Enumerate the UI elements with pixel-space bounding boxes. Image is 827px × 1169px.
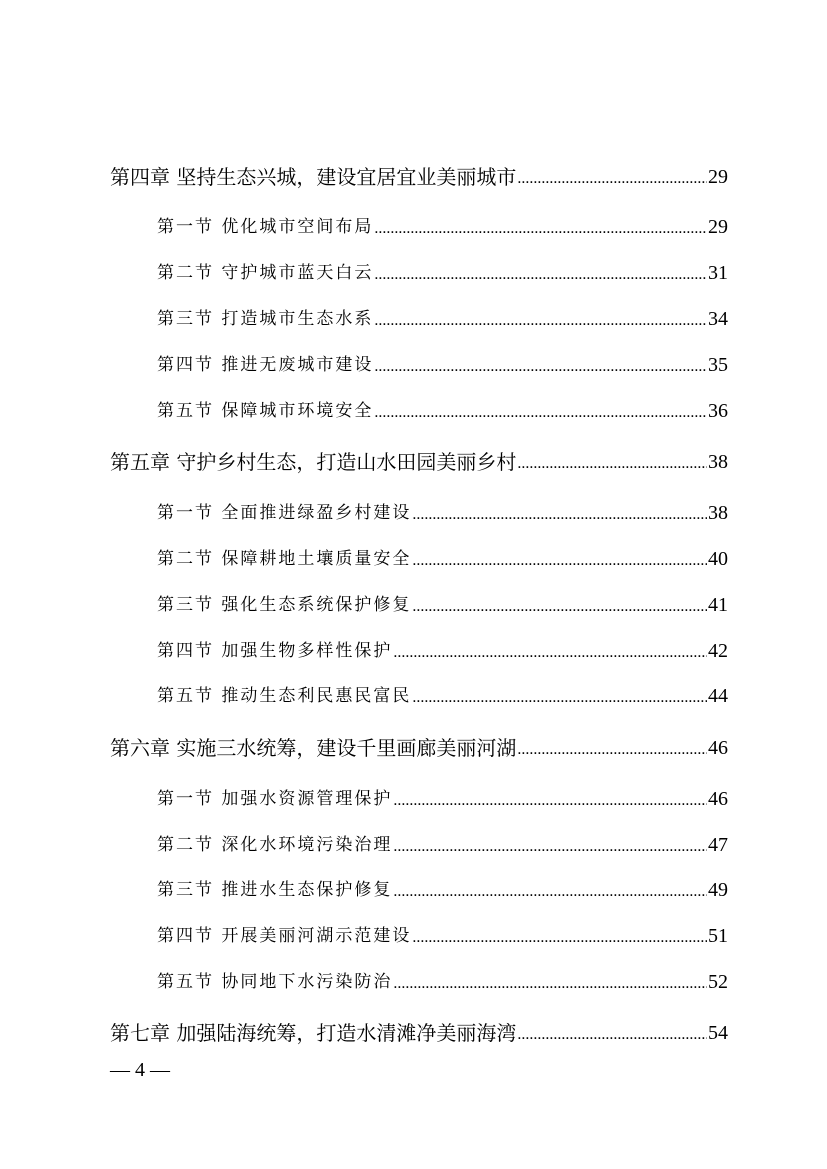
toc-entry-section[interactable] xyxy=(157,828,728,858)
toc-entry-section[interactable] xyxy=(157,302,728,332)
toc-entry-section[interactable] xyxy=(157,873,728,903)
toc-entry-title: 第一节 加强水资源管理保护 xyxy=(157,789,393,809)
toc-entry-page: 29 xyxy=(708,166,728,188)
toc-dot-leader xyxy=(393,642,707,664)
toc-dot-leader xyxy=(412,687,707,709)
toc-dot-leader xyxy=(412,504,707,526)
toc-dot-leader xyxy=(412,550,707,572)
toc-entry-title: 第三节 强化生态系统保护修复 xyxy=(157,595,412,615)
toc-entry-chapter-7[interactable] xyxy=(110,1016,728,1046)
toc-entry-title: 第三节 打造城市生态水系 xyxy=(157,309,374,329)
toc-entry-title: 第三节 推进水生态保护修复 xyxy=(157,880,393,900)
toc-entry-section[interactable] xyxy=(157,348,728,378)
toc-entry-page: 42 xyxy=(708,640,728,662)
toc-dot-leader xyxy=(517,739,707,761)
toc-dot-leader xyxy=(374,356,707,378)
toc-entry-section[interactable] xyxy=(157,919,728,949)
toc-dot-leader xyxy=(374,218,707,240)
toc-entry-section[interactable] xyxy=(157,679,728,709)
toc-dot-leader xyxy=(374,264,707,286)
toc-entry-title: 第四节 开展美丽河湖示范建设 xyxy=(157,926,412,946)
toc-entry-page: 51 xyxy=(708,925,728,947)
toc-entry-title: 第五节 保障城市环境安全 xyxy=(157,401,374,421)
toc-entry-title: 第一节 优化城市空间布局 xyxy=(157,217,374,237)
toc-entry-section[interactable] xyxy=(157,210,728,240)
toc-entry-page: 31 xyxy=(708,262,728,284)
toc-dot-leader xyxy=(374,402,707,424)
toc-entry-page: 34 xyxy=(708,308,728,330)
toc-dot-leader xyxy=(393,881,707,903)
toc-dot-leader xyxy=(517,1024,707,1046)
toc-entry-page: 52 xyxy=(708,971,728,993)
toc-entry-title: 第四章 坚持生态兴城，建设宜居宜业美丽城市 xyxy=(110,165,517,189)
toc-entry-page: 41 xyxy=(708,594,728,616)
toc-entry-page: 44 xyxy=(708,685,728,707)
toc-entry-section[interactable] xyxy=(157,634,728,664)
toc-entry-title: 第四节 推进无废城市建设 xyxy=(157,355,374,375)
toc-entry-title: 第七章 加强陆海统筹，打造水清滩净美丽海湾 xyxy=(110,1021,517,1045)
toc-entry-section[interactable] xyxy=(157,256,728,286)
toc-dot-leader xyxy=(393,836,707,858)
toc-entry-page: 47 xyxy=(708,834,728,856)
toc-entry-title: 第五章 守护乡村生态，打造山水田园美丽乡村 xyxy=(110,450,517,474)
toc-dot-leader xyxy=(412,596,707,618)
toc-dot-leader xyxy=(517,168,707,190)
toc-entry-chapter-6[interactable] xyxy=(110,731,728,761)
toc-entry-page: 38 xyxy=(708,502,728,524)
toc-entry-section[interactable] xyxy=(157,496,728,526)
toc-entry-chapter-5[interactable] xyxy=(110,445,728,475)
toc-entry-section[interactable] xyxy=(157,588,728,618)
toc-dot-leader xyxy=(393,973,707,995)
toc-entry-page: 36 xyxy=(708,400,728,422)
toc-entry-page: 35 xyxy=(708,354,728,376)
toc-entry-page: 29 xyxy=(708,216,728,238)
toc-entry-section[interactable] xyxy=(157,965,728,995)
toc-entry-title: 第六章 实施三水统筹，建设千里画廊美丽河湖 xyxy=(110,736,517,760)
toc-entry-title: 第五节 推动生态利民惠民富民 xyxy=(157,686,412,706)
toc-entry-title: 第五节 协同地下水污染防治 xyxy=(157,972,393,992)
toc-entry-section[interactable] xyxy=(157,542,728,572)
toc-entry-page: 54 xyxy=(708,1022,728,1044)
toc-entry-chapter-4[interactable] xyxy=(110,160,728,190)
toc-entry-title: 第二节 深化水环境污染治理 xyxy=(157,835,393,855)
toc-entry-page: 49 xyxy=(708,879,728,901)
toc-dot-leader xyxy=(393,790,707,812)
toc-entry-section[interactable] xyxy=(157,394,728,424)
toc-dot-leader xyxy=(374,310,707,332)
toc-dot-leader xyxy=(412,927,707,949)
toc-entry-section[interactable] xyxy=(157,782,728,812)
toc-entry-page: 38 xyxy=(708,451,728,473)
toc-entry-page: 40 xyxy=(708,548,728,570)
toc-entry-title: 第一节 全面推进绿盈乡村建设 xyxy=(157,503,412,523)
toc-dot-leader xyxy=(517,453,707,475)
toc-entry-title: 第四节 加强生物多样性保护 xyxy=(157,641,393,661)
toc-entry-page: 46 xyxy=(708,737,728,759)
toc-entry-title: 第二节 守护城市蓝天白云 xyxy=(157,263,374,283)
toc-entry-page: 46 xyxy=(708,788,728,810)
toc-entry-title: 第二节 保障耕地土壤质量安全 xyxy=(157,549,412,569)
page-number: — 4 — xyxy=(110,1059,170,1081)
